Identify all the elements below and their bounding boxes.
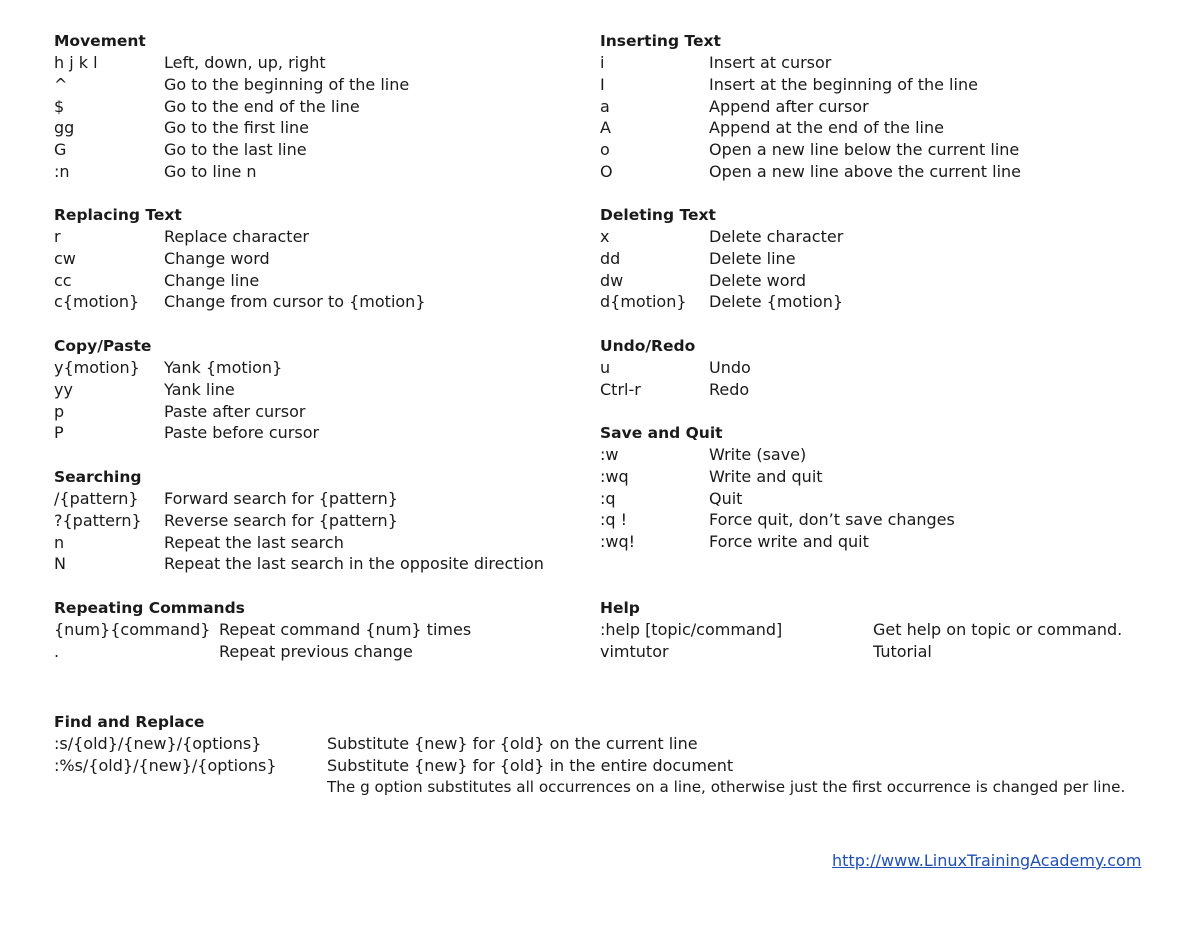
list-item bbox=[600, 466, 955, 488]
list-item bbox=[600, 357, 751, 379]
list-item bbox=[600, 139, 1021, 161]
description: Repeat the last search bbox=[164, 532, 344, 552]
command: :%s/{old}/{new}/{options} bbox=[54, 755, 277, 775]
list-item bbox=[600, 96, 1021, 118]
description: Delete character bbox=[709, 227, 844, 246]
list-item bbox=[600, 488, 955, 510]
description: Replace character bbox=[164, 227, 309, 246]
list-item bbox=[54, 641, 471, 663]
list-item bbox=[600, 52, 1021, 74]
list-item bbox=[600, 444, 955, 466]
description: Substitute {new} for {old} in the entire document bbox=[327, 755, 734, 775]
list-item bbox=[54, 226, 426, 248]
list-item bbox=[54, 733, 1125, 755]
command: $ bbox=[54, 96, 65, 116]
list-item bbox=[600, 531, 955, 553]
command: Ctrl-r bbox=[600, 379, 641, 399]
list-item bbox=[600, 161, 1021, 183]
command: p bbox=[54, 401, 65, 421]
command: yy bbox=[54, 379, 73, 399]
repeating-section bbox=[54, 597, 471, 663]
list-item bbox=[54, 52, 409, 74]
list-item bbox=[600, 291, 843, 313]
description: Go to the beginning of the line bbox=[164, 74, 410, 94]
list-item bbox=[600, 270, 843, 292]
description: Change word bbox=[164, 248, 270, 268]
description: Repeat command {num} times bbox=[219, 620, 472, 639]
list-item bbox=[54, 619, 471, 641]
command: . bbox=[54, 641, 60, 661]
command: r bbox=[54, 227, 61, 246]
description: Go to the first line bbox=[164, 118, 309, 138]
description: Append at the end of the line bbox=[709, 118, 944, 138]
command: :wq bbox=[600, 466, 629, 486]
description: Forward search for {pattern} bbox=[164, 489, 398, 508]
command: dd bbox=[600, 248, 621, 268]
description: Paste before cursor bbox=[164, 423, 320, 443]
command: /{pattern} bbox=[54, 489, 139, 508]
list-item bbox=[54, 553, 544, 575]
description: Change from cursor to {motion} bbox=[164, 292, 426, 312]
description: Force write and quit bbox=[709, 532, 869, 552]
list-item bbox=[54, 74, 409, 96]
command: dw bbox=[600, 270, 624, 290]
command: ^ bbox=[54, 74, 68, 94]
inserting-section bbox=[600, 30, 1021, 183]
description: Open a new line below the current line bbox=[709, 140, 1020, 160]
description: Reverse search for {pattern} bbox=[164, 510, 398, 530]
description: Go to the last line bbox=[164, 140, 307, 160]
list-item bbox=[54, 117, 409, 139]
command: vimtutor bbox=[600, 641, 669, 661]
description: Repeat the last search in the opposite direction bbox=[164, 554, 544, 574]
command: :w bbox=[600, 445, 619, 464]
description: Redo bbox=[709, 379, 750, 399]
copypaste-heading: Copy/Paste bbox=[54, 337, 152, 355]
description: Force quit, don’t save changes bbox=[709, 510, 955, 530]
description: Insert at cursor bbox=[709, 53, 832, 72]
list-item bbox=[600, 641, 1122, 663]
findreplace-section bbox=[54, 711, 1125, 798]
command: o bbox=[600, 140, 610, 160]
list-item bbox=[54, 357, 319, 379]
list-item bbox=[600, 117, 1021, 139]
list-item bbox=[600, 248, 843, 270]
command: A bbox=[600, 118, 611, 138]
searching-section bbox=[54, 466, 544, 575]
description: Append after cursor bbox=[709, 96, 869, 116]
command: c{motion} bbox=[54, 292, 140, 312]
description: Insert at the beginning of the line bbox=[709, 74, 978, 94]
copypaste-section bbox=[54, 335, 319, 444]
description: Tutorial bbox=[873, 641, 932, 661]
command: P bbox=[54, 423, 64, 443]
list-item bbox=[600, 74, 1021, 96]
command: y{motion} bbox=[54, 358, 140, 377]
description: Delete line bbox=[709, 248, 796, 268]
searching-heading: Searching bbox=[54, 468, 142, 486]
description: Yank line bbox=[164, 379, 235, 399]
replacing-section bbox=[54, 204, 426, 313]
undoredo-section bbox=[600, 335, 751, 401]
description: Delete {motion} bbox=[709, 292, 844, 312]
deleting-section bbox=[600, 204, 843, 313]
command: I bbox=[600, 74, 605, 94]
command: a bbox=[600, 96, 610, 116]
list-item bbox=[54, 510, 544, 532]
inserting-heading: Inserting Text bbox=[600, 32, 721, 50]
savequit-heading: Save and Quit bbox=[600, 424, 723, 442]
description: Go to the end of the line bbox=[164, 96, 360, 116]
command: :n bbox=[54, 161, 70, 181]
website-link[interactable]: http://www.LinuxTrainingAcademy.com bbox=[832, 851, 1142, 870]
description: Go to line n bbox=[164, 161, 257, 181]
undoredo-heading: Undo/Redo bbox=[600, 337, 696, 355]
help-section bbox=[600, 597, 1122, 663]
command: i bbox=[600, 53, 605, 72]
command: :wq! bbox=[600, 532, 636, 552]
list-item bbox=[54, 532, 544, 554]
list-item bbox=[54, 422, 319, 444]
command: O bbox=[600, 161, 613, 181]
description: Write and quit bbox=[709, 466, 823, 486]
list-item bbox=[600, 379, 751, 401]
list-item bbox=[54, 488, 544, 510]
command: n bbox=[54, 532, 65, 552]
list-item bbox=[54, 248, 426, 270]
command: :q ! bbox=[600, 510, 628, 530]
deleting-heading: Deleting Text bbox=[600, 206, 716, 224]
description: Repeat previous change bbox=[219, 641, 413, 661]
description: Substitute {new} for {old} on the current line bbox=[327, 734, 698, 753]
command: N bbox=[54, 554, 66, 574]
list-item bbox=[54, 270, 426, 292]
command: G bbox=[54, 140, 67, 160]
list-item bbox=[54, 379, 319, 401]
command: ?{pattern} bbox=[54, 510, 142, 530]
description: Undo bbox=[709, 358, 751, 377]
command: u bbox=[600, 358, 611, 377]
description: Left, down, up, right bbox=[164, 53, 326, 72]
savequit-section bbox=[600, 422, 955, 553]
command: cw bbox=[54, 248, 76, 268]
command: :s/{old}/{new}/{options} bbox=[54, 734, 262, 753]
replacing-heading: Replacing Text bbox=[54, 206, 182, 224]
description: Paste after cursor bbox=[164, 401, 306, 421]
findreplace-heading: Find and Replace bbox=[54, 713, 205, 731]
command: :q bbox=[600, 488, 616, 508]
findreplace-note: The g option substitutes all occurrences on a line, otherwise just the first occurrence is changed per line. bbox=[327, 777, 1126, 796]
movement-heading: Movement bbox=[54, 32, 146, 50]
list-item bbox=[600, 226, 843, 248]
command: h j k l bbox=[54, 53, 98, 72]
description: Quit bbox=[709, 488, 743, 508]
help-heading: Help bbox=[600, 599, 640, 617]
repeating-heading: Repeating Commands bbox=[54, 599, 245, 617]
command: d{motion} bbox=[600, 292, 687, 312]
list-item bbox=[600, 509, 955, 531]
list-item bbox=[54, 291, 426, 313]
description: Get help on topic or command. bbox=[873, 620, 1123, 639]
list-item bbox=[54, 755, 1125, 777]
description: Open a new line above the current line bbox=[709, 161, 1021, 181]
list-item bbox=[54, 161, 409, 183]
command: x bbox=[600, 227, 610, 246]
description: Delete word bbox=[709, 270, 806, 290]
list-item bbox=[600, 619, 1122, 641]
movement-section bbox=[54, 30, 409, 183]
description: Change line bbox=[164, 270, 260, 290]
description: Write (save) bbox=[709, 445, 807, 464]
list-item bbox=[54, 96, 409, 118]
list-item bbox=[54, 139, 409, 161]
list-item bbox=[54, 401, 319, 423]
command: gg bbox=[54, 118, 75, 138]
command: {num}{command} bbox=[54, 620, 211, 639]
command: cc bbox=[54, 270, 72, 290]
command: :help [topic/command] bbox=[600, 620, 783, 639]
description: Yank {motion} bbox=[164, 358, 283, 377]
